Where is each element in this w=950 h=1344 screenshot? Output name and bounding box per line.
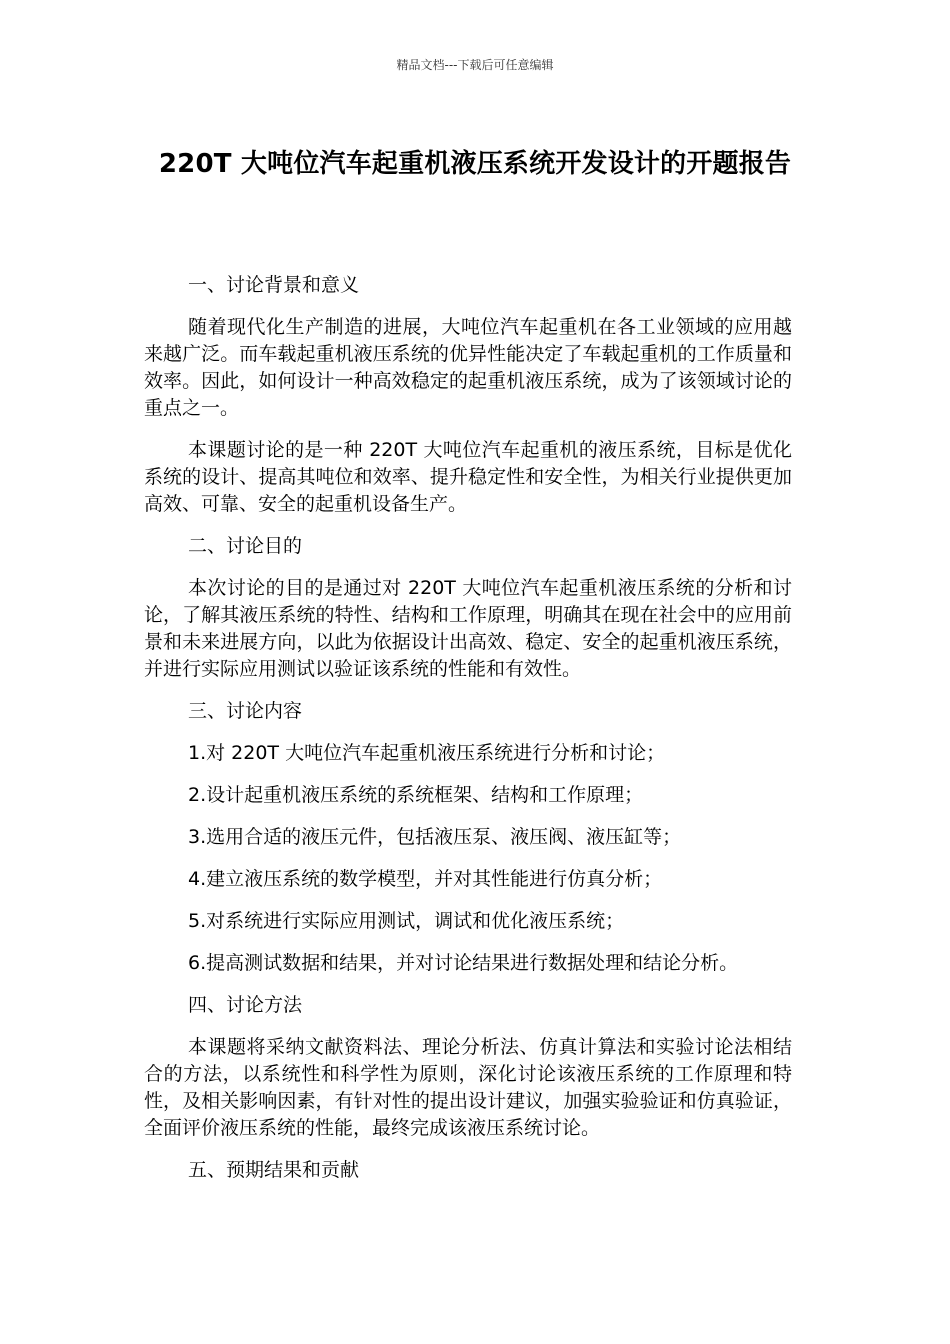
document-title: 220T 大吨位汽车起重机液压系统开发设计的开题报告 — [158, 149, 792, 179]
section-heading-purpose: 二、讨论目的 — [188, 535, 303, 557]
document-body — [144, 272, 792, 1199]
background-paragraph-1: 随着现代化生产制造的进展，大吨位汽车起重机在各工业领域的应用越来越广泛。而车载起重机液压系统的优异性能决定了车载起重机的工作质量和效率。因此，如何设计一种高效稳定的起重机液压系统，成为了该领域讨论的重点之一。 — [144, 316, 792, 419]
content-list-item: 2.设计起重机液压系统的系统框架、结构和工作原理； — [188, 784, 644, 806]
page-header-note: 精品文档---下载后可任意编辑 — [396, 58, 554, 72]
content-list-item: 3.选用合适的液压元件，包括液压泵、液压阀、液压缸等； — [188, 826, 682, 848]
content-list-item: 5.对系统进行实际应用测试，调试和优化液压系统； — [188, 910, 625, 932]
content-list-item: 4.建立液压系统的数学模型，并对其性能进行仿真分析； — [188, 868, 663, 890]
content-list-item: 6.提高测试数据和结果，并对讨论结果进行数据处理和结论分析。 — [188, 952, 739, 974]
purpose-paragraph: 本次讨论的目的是通过对 220T 大吨位汽车起重机液压系统的分析和讨论，了解其液压系统的特性、结构和工作原理，明确其在现在社会中的应用前景和未来进展方向，以此为依据设计出高效、稳定、安全的起重机液压系统，并进行实际应用测试以验证该系统的性能和有效性。 — [144, 577, 792, 680]
section-heading-background: 一、讨论背景和意义 — [188, 274, 360, 296]
section-heading-method: 四、讨论方法 — [188, 994, 303, 1016]
method-paragraph: 本课题将采纳文献资料法、理论分析法、仿真计算法和实验讨论法相结合的方法，以系统性和科学性为原则，深化讨论该液压系统的工作原理和特性，及相关影响因素，有针对性的提出设计建议，加强实验验证和仿真验证，全面评价液压系统的性能，最终完成该液压系统讨论。 — [144, 1036, 792, 1139]
section-heading-content: 三、讨论内容 — [188, 700, 303, 722]
content-list-item: 1.对 220T 大吨位汽车起重机液压系统进行分析和讨论； — [188, 742, 666, 764]
section-heading-results: 五、预期结果和贡献 — [188, 1159, 360, 1181]
background-paragraph-2: 本课题讨论的是一种 220T 大吨位汽车起重机的液压系统，目标是优化系统的设计、提高其吨位和效率、提升稳定性和安全性，为相关行业提供更加高效、可靠、安全的起重机设备生产。 — [144, 439, 792, 515]
